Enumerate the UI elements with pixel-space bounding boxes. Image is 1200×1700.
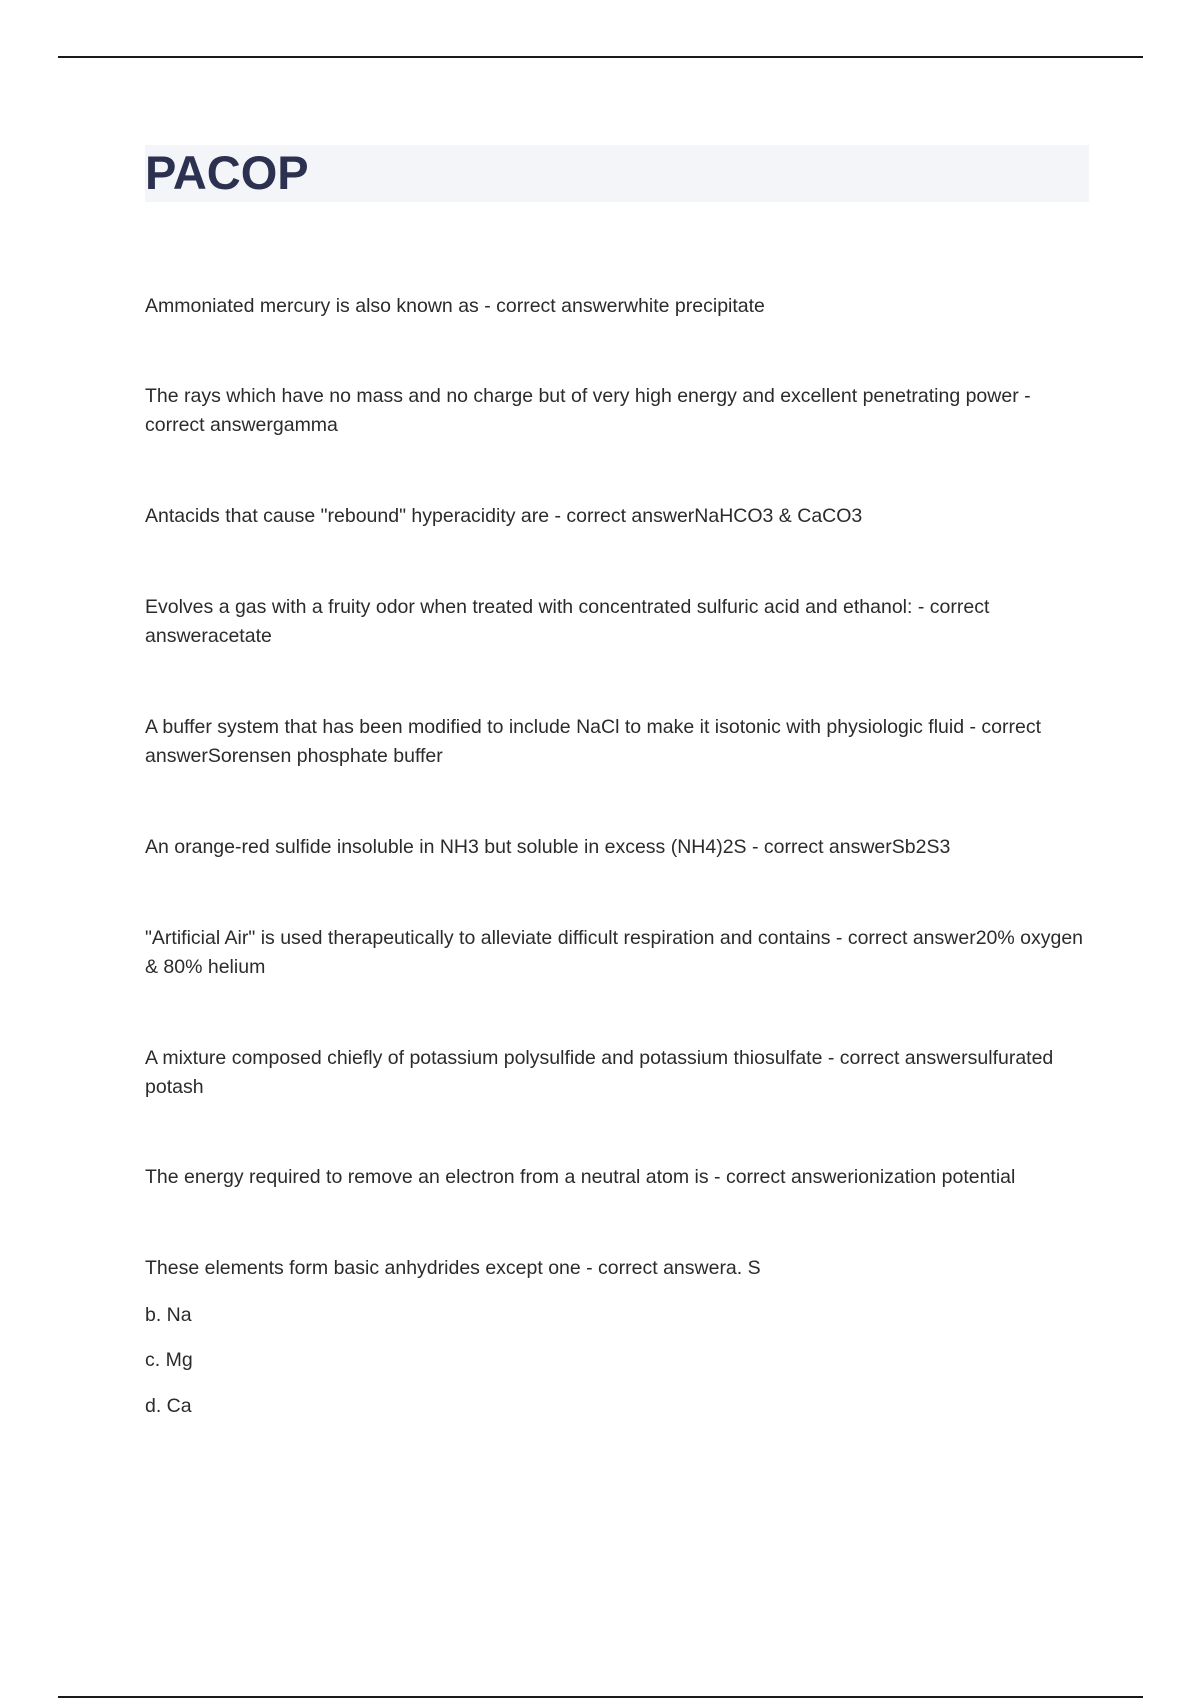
top-rule [58,56,1143,58]
qa-item-1: Ammoniated mercury is also known as - correct answerwhite precipitate [145,295,765,317]
qa-item-5: A buffer system that has been modified to include NaCl to make it isotonic with physiologic fluid - correct answerSorensen phosphate buffer [145,716,1041,767]
option-b: b. Na [145,1304,192,1326]
option-c: c. Mg [145,1349,193,1371]
qa-item-7: "Artificial Air" is used therapeutically to alleviate difficult respiration and contains - correct answer20% oxygen & 80% helium [145,927,1084,978]
qa-item-2: The rays which have no mass and no charge but of very high energy and excellent penetrating power - correct answergamma [145,385,1031,436]
option-d: d. Ca [145,1395,192,1417]
qa-item-4: Evolves a gas with a fruity odor when treated with concentrated sulfuric acid and ethanol: - correct answeracetate [145,596,990,647]
qa-item-6: An orange-red sulfide insoluble in NH3 but soluble in excess (NH4)2S - correct answerSb2S3 [145,836,951,858]
qa-item-10: These elements form basic anhydrides except one - correct answera. S [145,1257,761,1279]
qa-item-3: Antacids that cause "rebound" hyperacidity are - correct answerNaHCO3 & CaCO3 [145,505,863,527]
qa-item-9: The energy required to remove an electron from a neutral atom is - correct answerionization potential [145,1166,1016,1188]
page-title: PACOP [145,146,309,199]
qa-item-8: A mixture composed chiefly of potassium polysulfide and potassium thiosulfate - correct answersulfurated potash [145,1047,1054,1098]
bottom-rule [58,1696,1143,1698]
